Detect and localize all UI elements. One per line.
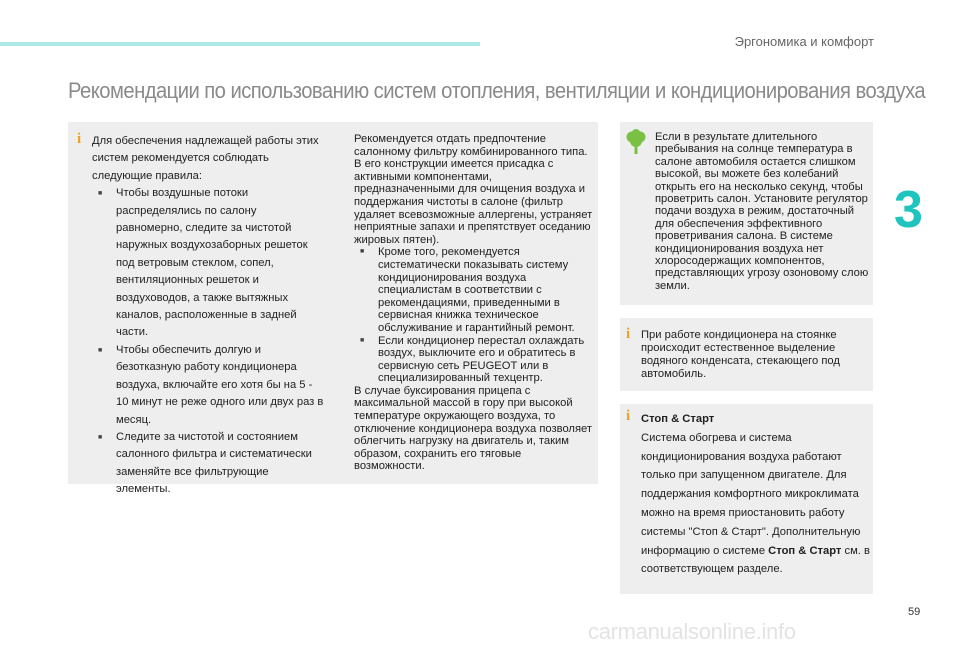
stop-start-text bbox=[641, 410, 871, 579]
eco-text: Если в результате длительного пребывания на солнце температура в салоне автомобиля остается слишком высокой, вы можете без колебаний открыть его на несколько секунд, чтобы проветрить салон. Установите регулятор подачи воздуха в режим, достаточный для обеспечения эффективного проветривания салона. В системе кондиционирования воздуха нет хлоросодержащих компонентов, представляющих угрозу озоновому слою земли. bbox=[655, 131, 869, 292]
recommendations-column-1 bbox=[92, 133, 324, 499]
list-item: ■ Чтобы воздушные потоки распределялись по салону равномерно, следите за чистотой наружных воздухозаборных решеток под ветровым стеклом, сопел, вентиляционных решеток и воздуховодов, а также вытяжных каналов, расположенные в задней части. bbox=[92, 185, 324, 342]
filter-paragraph: Рекомендуется отдать предпочтение салонному фильтру комбинированного типа. В его конструкции имеется присадка с активными компонентами, предназначенными для очищения воздуха и поддержания чистоты в салоне (фильтр удаляет всевозможные аллергены, устраняет неприятные запахи и препятствует оседанию жировых пятен). bbox=[354, 133, 593, 246]
info-icon: i bbox=[626, 326, 631, 342]
section-title: Эргономика и комфорт bbox=[734, 34, 874, 49]
page-title: Рекомендации по использованию систем отопления, вентиляции и кондиционирования воздуха bbox=[68, 78, 926, 103]
page-number: 59 bbox=[908, 606, 921, 618]
info-icon: i bbox=[77, 131, 82, 147]
list-item: ■ Если кондиционер перестал охлаждать воздух, выключите его и обратитесь в сервисную сеть PEUGEOT или в специализированный техцентр. bbox=[354, 335, 594, 385]
recommendations-column-2 bbox=[354, 133, 594, 473]
recommendation-list bbox=[92, 185, 324, 498]
stop-start-heading: Стоп & Старт bbox=[641, 413, 715, 425]
condensation-text: При работе кондиционера на стоянке происходит естественное выделение водяного конденсата, стекающего под автомобиль. bbox=[641, 329, 840, 380]
info-icon: i bbox=[626, 408, 631, 424]
chapter-number: 3 bbox=[894, 181, 923, 239]
list-item: ■ Кроме того, рекомендуется систематически показывать систему кондиционирования воздуха специалистам в соответствии с рекомендациями, приведенными в сервисная книжка техническое обслуживание и гарантийный ремонт. bbox=[354, 246, 594, 334]
stop-start-body bbox=[641, 429, 871, 579]
header-accent-bar bbox=[0, 42, 480, 46]
tree-icon bbox=[625, 129, 647, 155]
intro-paragraph: Для обеспечения надлежащей работы этих систем рекомендуется соблюдать следующие правила: bbox=[92, 135, 319, 182]
stop-start-tail: см. в соответствующем разделе. bbox=[641, 544, 870, 576]
list-item: ■ Чтобы обеспечить долгую и безотказную работу кондиционера воздуха, включайте его хотя бы на 5 - 10 минут не реже одного или двух раз в месяц. bbox=[92, 342, 324, 429]
recommendation-list bbox=[354, 246, 594, 385]
towing-paragraph: В случае буксирования прицепа с максимальной массой в гору при высокой температуре окружающего воздуха, то отключение кондиционера воздуха позволяет облегчить нагрузку на двигатель и, таким образом, сохранить его тяговые возможности. bbox=[354, 384, 592, 473]
list-item: ■ Следите за чистотой и состоянием салонного фильтра и систематически заменяйте все фильтрующие элементы. bbox=[92, 429, 324, 499]
stop-start-reference: Стоп & Старт bbox=[768, 544, 842, 557]
watermark: carmanualsonline.info bbox=[588, 619, 796, 644]
stop-start-body-text: Система обогрева и система кондиционирования воздуха работают только при запущенном двигателе. Для поддержания комфортного микроклимата можно на время приостановить работу системы "Стоп & Старт". Дополнительную информацию о системе bbox=[641, 431, 861, 557]
